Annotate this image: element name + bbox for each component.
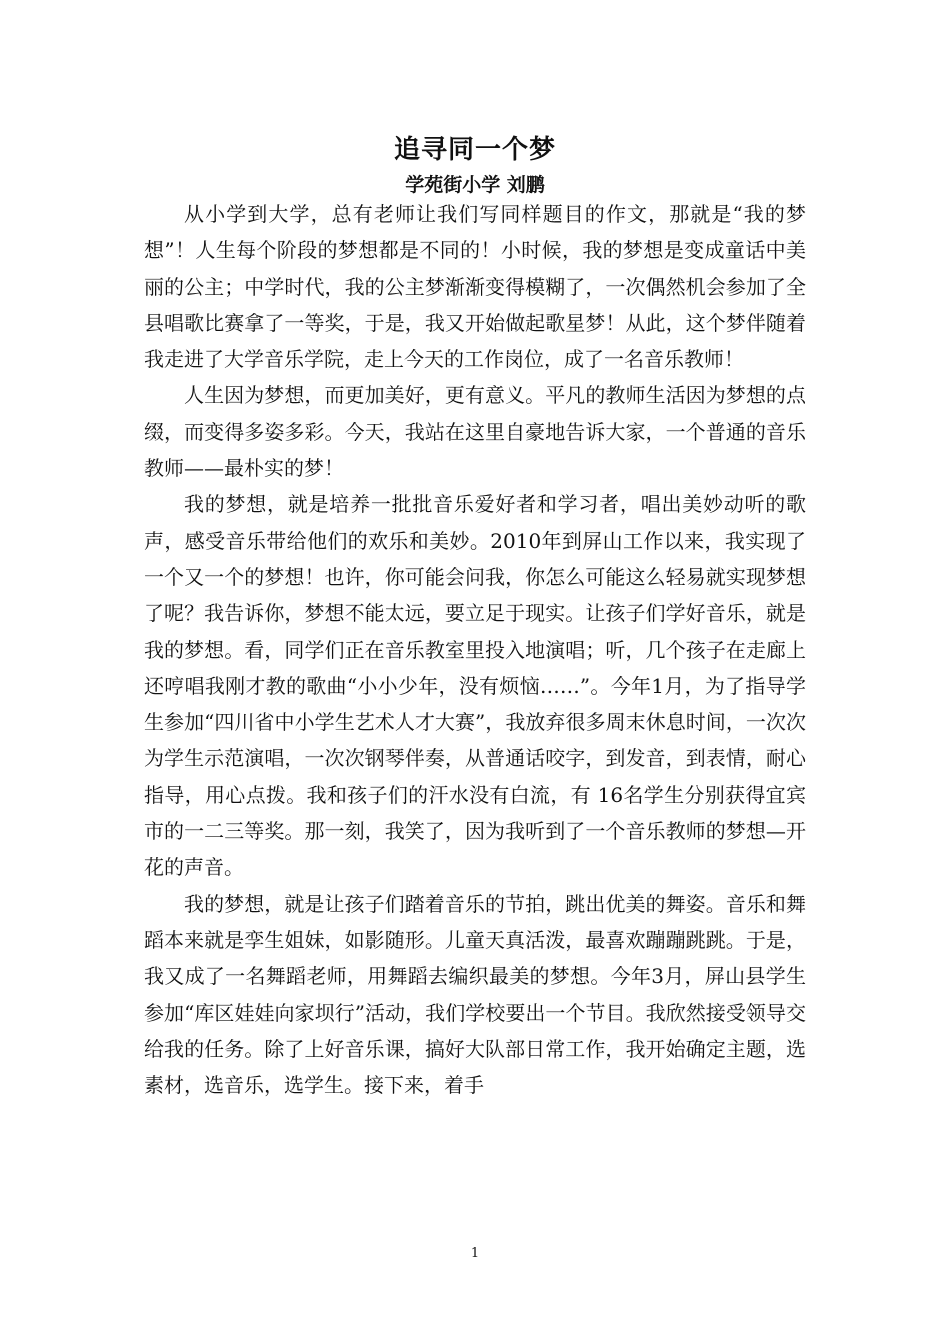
paragraph: 我的梦想，就是培养一批批音乐爱好者和学习者，唱出美妙动听的歌声，感受音乐带给他们的欢乐和美妙。2010年到屏山工作以来，我实现了一个又一个的梦想！也许，你可能会问我，你怎么可能这么轻易就实现梦想了呢？我告诉你，梦想不能太远，要立足于现实。让孩子们学好音乐，就是我的梦想。看，同学们正在音乐教室里投入地演唱；听，几个孩子在走廊上还哼唱我刚才教的歌曲“小小少年，没有烦恼……”。今年1月，为了指导学生参加“四川省中小学生艺术人才大赛”，我放弃很多周末休息时间，一次次为学生示范演唱，一次次钢琴伴奏，从普通话咬字，到发音，到表情，耐心指导，用心点拨。我和孩子们的汗水没有白流，有 16名学生分别获得宜宾市的一二三等奖。那一刻，我笑了，因为我听到了一个音乐教师的梦想—开花的声音。 <box>144 492 806 880</box>
paragraph: 我的梦想，就是让孩子们踏着音乐的节拍，跳出优美的舞姿。音乐和舞蹈本来就是孪生姐妹，如影随形。儿童天真活泼，最喜欢蹦蹦跳跳。于是，我又成了一名舞蹈老师，用舞蹈去编织最美的梦想。今年3月，屏山县学生参加“库区娃娃向家坝行”活动，我们学校要出一个节目。我欣然接受领导交给我的任务。除了上好音乐课，搞好大队部日常工作，我开始确定主题，选素材，选音乐，选学生。接下来，着手 <box>144 891 806 1098</box>
paragraph: 从小学到大学，总有老师让我们写同样题目的作文，那就是“我的梦想”！人生每个阶段的梦想都是不同的！小时候，我的梦想是变成童话中美丽的公主；中学时代，我的公主梦渐渐变得模糊了，一次偶然机会参加了全县唱歌比赛拿了一等奖，于是，我又开始做起歌星梦！从此，这个梦伴随着我走进了大学音乐学院，走上今天的工作岗位，成了一名音乐教师！ <box>144 202 806 372</box>
document-body <box>144 196 806 1103</box>
page-number: 1 <box>470 1246 480 1261</box>
paragraph: 人生因为梦想，而更加美好，更有意义。平凡的教师生活因为梦想的点缀，而变得多姿多彩。今天，我站在这里自豪地告诉大家，一个普通的音乐教师——最朴实的梦！ <box>144 383 806 481</box>
document-title: 追寻同一个梦 <box>393 135 556 165</box>
author-line: 学苑街小学 刘鹏 <box>405 174 545 196</box>
